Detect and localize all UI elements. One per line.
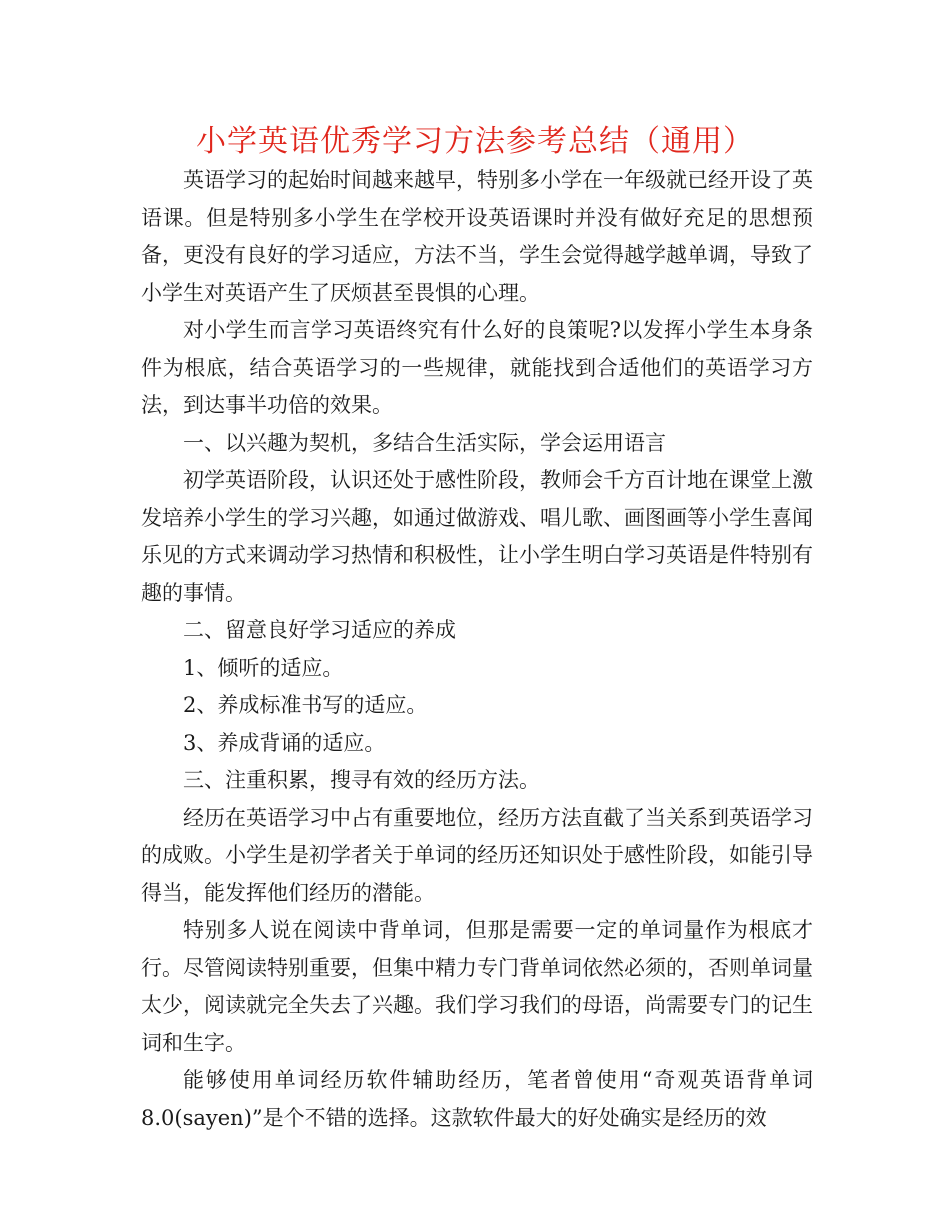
list-item: 1、倾听的适应。 [183, 655, 344, 680]
document-body [141, 162, 813, 1137]
section-heading-2: 二、留意良好学习适应的养成 [183, 618, 456, 642]
paragraph-intro: 英语学习的起始时间越来越早，特别多小学在一年级就已经开设了英语课。但是特别多小学生在学校开设英语课时并没有做好充足的思想预备，更没有良好的学习适应，方法不当，学生会觉得越学越单调，导致了小学生对英语产生了厌烦甚至畏惧的心理。 [141, 168, 813, 305]
paragraph-software: 能够使用单词经历软件辅助经历，笔者曾使用“奇观英语背单词8.0(sayen)”是个不错的选择。这款软件最大的好处确实是经历的效 [141, 1068, 813, 1130]
list-item: 3、养成背诵的适应。 [183, 730, 386, 755]
list-item: 2、养成标准书写的适应。 [183, 693, 428, 717]
document-title: 小学英语优秀学习方法参考总结（通用） [196, 124, 754, 159]
paragraph-interest: 初学英语阶段，认识还处于感性阶段，教师会千方百计地在课堂上激发培养小学生的学习兴趣，如通过做游戏、唱儿歌、画图画等小学生喜闻乐见的方式来调动学习热情和积极性，让小学生明白学习英语是件特别有趣的事情。 [141, 468, 813, 605]
paragraph-strategy: 对小学生而言学习英语终究有什么好的良策呢?以发挥小学生本身条件为根底，结合英语学习的一些规律，就能找到合适他们的英语学习方法，到达事半功倍的效果。 [141, 318, 813, 417]
paragraph-memory: 经历在英语学习中占有重要地位，经历方法直截了当关系到英语学习的成败。小学生是初学者关于单词的经历还知识处于感性阶段，如能引导得当，能发挥他们经历的潜能。 [141, 805, 813, 905]
section-heading-3: 三、注重积累，搜寻有效的经历方法。 [183, 768, 540, 792]
section-heading-1: 一、以兴趣为契机，多结合生活实际，学会运用语言 [183, 430, 666, 455]
paragraph-reading: 特别多人说在阅读中背单词，但那是需要一定的单词量作为根底才行。尽管阅读特别重要，但集中精力专门背单词依然必须的，否则单词量太少，阅读就完全失去了兴趣。我们学习我们的母语，尚需要专门的记生词和生字。 [141, 918, 813, 1055]
